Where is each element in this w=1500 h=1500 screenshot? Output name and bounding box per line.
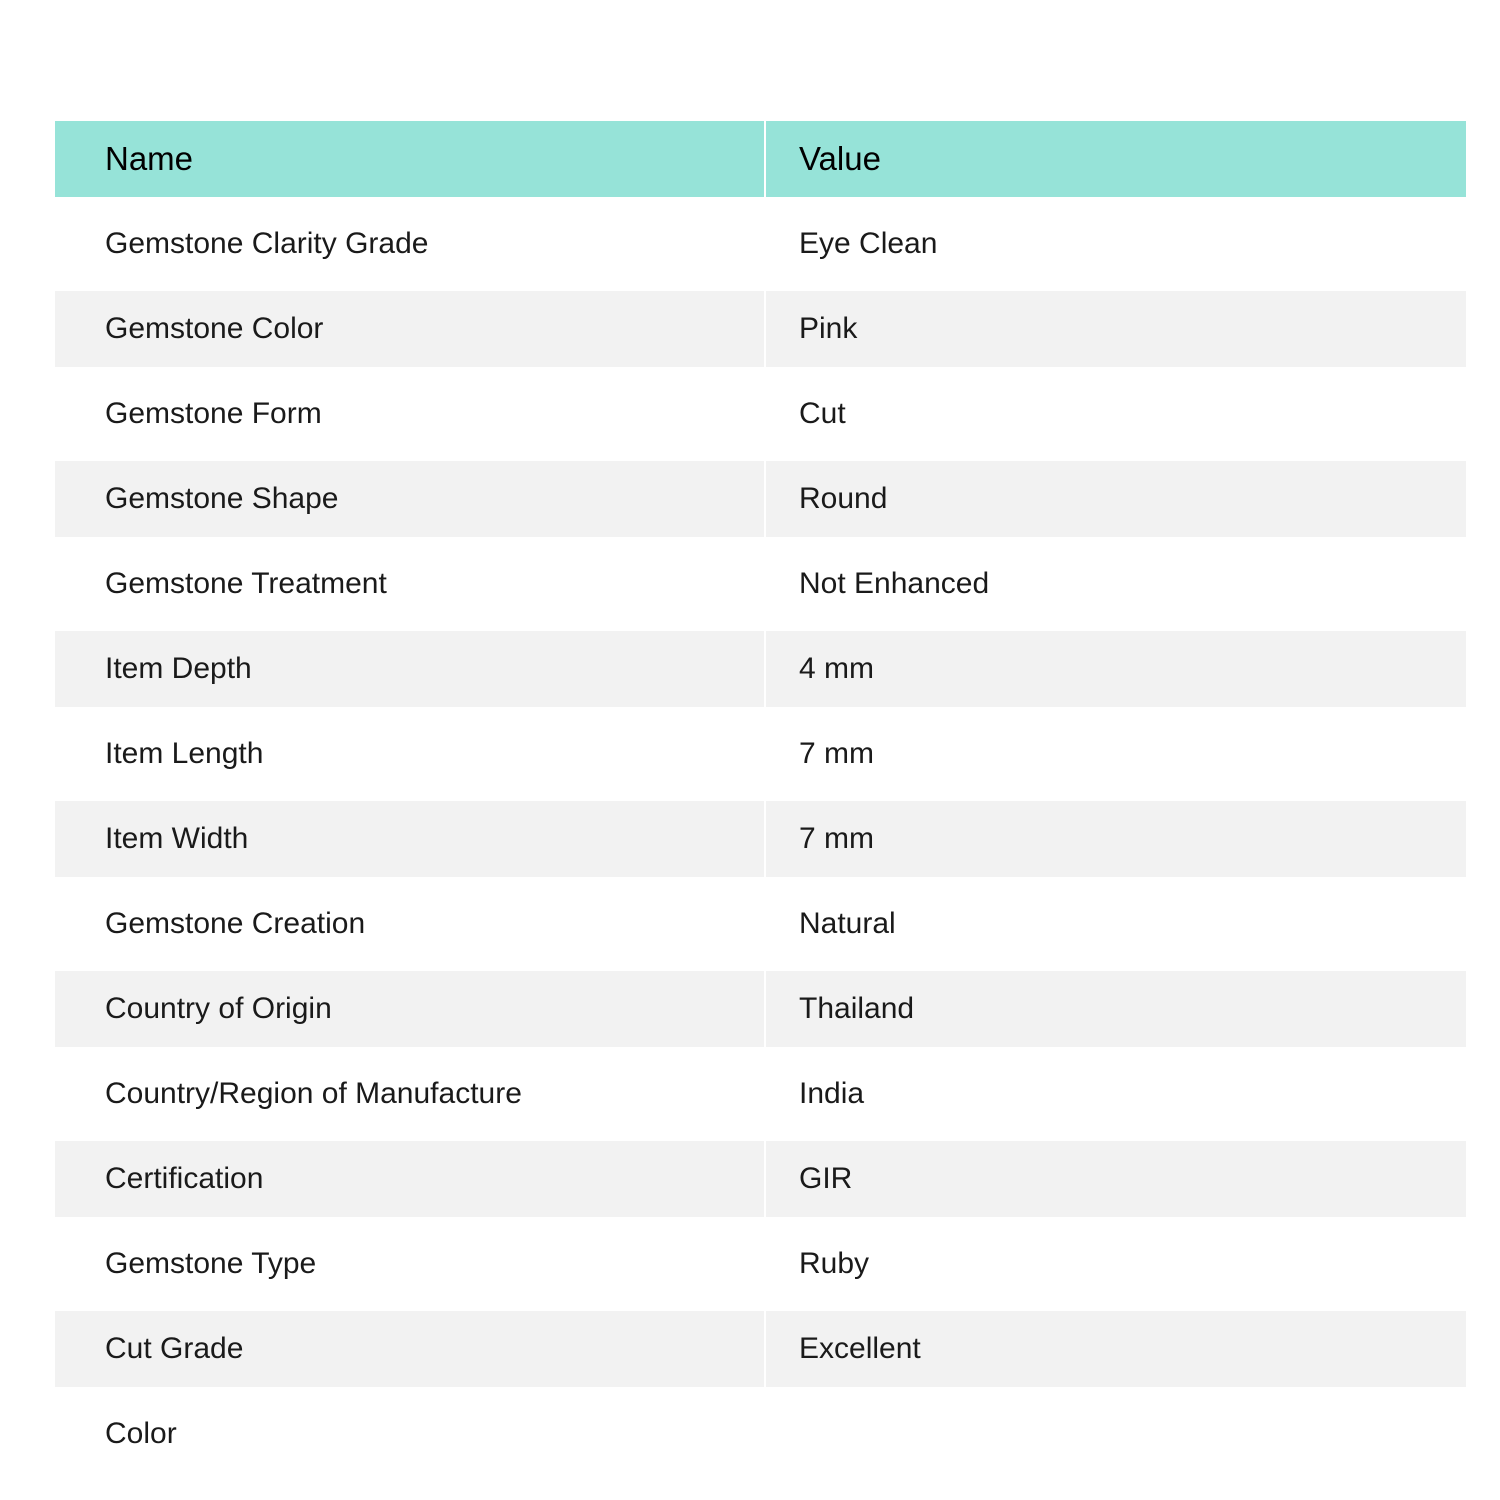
column-header-value: Value [766, 121, 1466, 197]
row-spacer [55, 452, 1466, 461]
row-value-cell: India [766, 1056, 1466, 1132]
row-name-cell: Country of Origin [55, 971, 766, 1047]
table-row [55, 546, 1466, 622]
row-value-cell: Round [766, 461, 1466, 537]
row-spacer [55, 1387, 1466, 1396]
row-value-cell: Ruby [766, 1226, 1466, 1302]
row-spacer [55, 197, 1466, 206]
row-spacer [55, 367, 1466, 376]
row-spacer [55, 962, 1466, 971]
row-spacer-cell [55, 962, 1466, 971]
row-spacer [55, 1132, 1466, 1141]
row-value-cell: 4 mm [766, 631, 1466, 707]
row-value-cell: Pink [766, 291, 1466, 367]
column-header-name: Name [55, 121, 766, 197]
row-name-cell: Certification [55, 1141, 766, 1217]
header-row [55, 121, 1466, 197]
table-row [55, 1311, 1466, 1387]
row-spacer-cell [55, 1302, 1466, 1311]
row-value-cell: Not Enhanced [766, 546, 1466, 622]
row-spacer-cell [55, 877, 1466, 886]
row-value-cell: Thailand [766, 971, 1466, 1047]
row-spacer [55, 877, 1466, 886]
row-spacer-cell [55, 367, 1466, 376]
row-name-cell: Country/Region of Manufacture [55, 1056, 766, 1132]
row-spacer-cell [55, 282, 1466, 291]
row-spacer [55, 1047, 1466, 1056]
row-name-cell: Gemstone Treatment [55, 546, 766, 622]
table-row [55, 971, 1466, 1047]
spec-table [55, 121, 1466, 1472]
row-name-cell: Gemstone Color [55, 291, 766, 367]
row-spacer [55, 1302, 1466, 1311]
row-spacer-cell [55, 197, 1466, 206]
row-name-cell: Gemstone Type [55, 1226, 766, 1302]
row-value-cell: Excellent [766, 1311, 1466, 1387]
row-name-cell: Item Width [55, 801, 766, 877]
row-spacer [55, 537, 1466, 546]
row-value-cell: Cut [766, 376, 1466, 452]
table-row [55, 1226, 1466, 1302]
row-name-cell: Item Length [55, 716, 766, 792]
row-name-cell: Gemstone Creation [55, 886, 766, 962]
row-spacer [55, 1217, 1466, 1226]
row-name-cell: Item Depth [55, 631, 766, 707]
row-spacer-cell [55, 1387, 1466, 1396]
table-row [55, 376, 1466, 452]
table-header [55, 121, 1466, 197]
row-spacer-cell [55, 1047, 1466, 1056]
row-value-cell [766, 1396, 1466, 1472]
table-row [55, 1396, 1466, 1472]
row-spacer [55, 622, 1466, 631]
row-spacer-cell [55, 792, 1466, 801]
row-spacer-cell [55, 452, 1466, 461]
table-row [55, 1141, 1466, 1217]
row-spacer [55, 792, 1466, 801]
row-spacer [55, 282, 1466, 291]
row-spacer-cell [55, 622, 1466, 631]
row-name-cell: Gemstone Clarity Grade [55, 206, 766, 282]
table-row [55, 461, 1466, 537]
row-value-cell: 7 mm [766, 801, 1466, 877]
table-row [55, 206, 1466, 282]
table-row [55, 291, 1466, 367]
table-row [55, 631, 1466, 707]
row-value-cell: Natural [766, 886, 1466, 962]
row-spacer [55, 707, 1466, 716]
row-spacer-cell [55, 1132, 1466, 1141]
row-spacer-cell [55, 707, 1466, 716]
table-row [55, 886, 1466, 962]
row-name-cell: Gemstone Shape [55, 461, 766, 537]
table-row [55, 1056, 1466, 1132]
row-name-cell: Gemstone Form [55, 376, 766, 452]
row-spacer-cell [55, 1217, 1466, 1226]
table-body [55, 197, 1466, 1472]
row-spacer-cell [55, 537, 1466, 546]
row-name-cell: Color [55, 1396, 766, 1472]
row-value-cell: GIR [766, 1141, 1466, 1217]
row-value-cell: 7 mm [766, 716, 1466, 792]
row-name-cell: Cut Grade [55, 1311, 766, 1387]
row-value-cell: Eye Clean [766, 206, 1466, 282]
table-row [55, 716, 1466, 792]
table-row [55, 801, 1466, 877]
